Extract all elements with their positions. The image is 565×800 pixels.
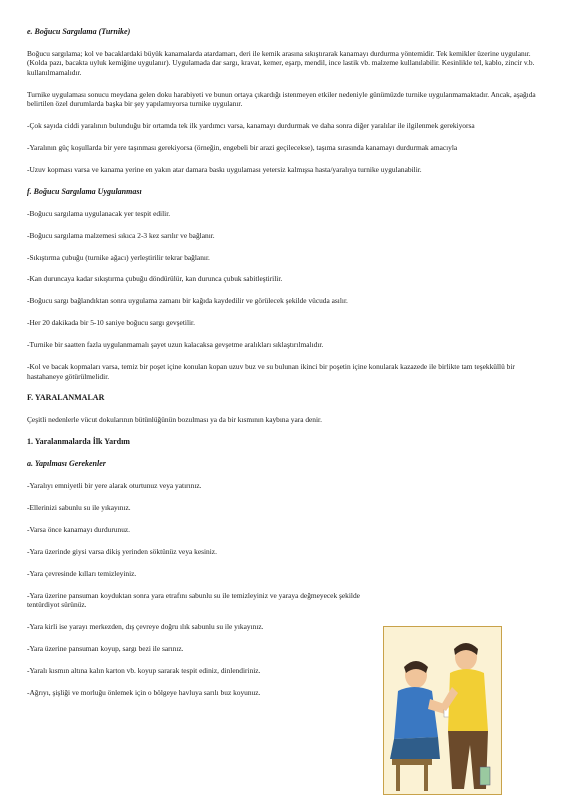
paragraph: Çeşitli nedenlerle vücut dokularının bütünlüğünün bozulması ya da bir kısmının kaybına yara denir. <box>27 415 322 425</box>
stool-seat <box>392 759 432 765</box>
stool-leg <box>396 765 400 791</box>
first-aid-drawing <box>384 627 501 794</box>
antiseptic-bottle <box>480 767 490 785</box>
paragraph: -Uzuv kopması varsa ve kanama yerine en yakın atar damara baskı uygulaması yetersiz kalmışsa hasta/yaralıya turnike uygulanabilir. <box>27 164 422 174</box>
list-item: -Ağrıyı, şişliği ve morluğu önlemek için o bölgeye havluya sarılı buz koyunuz. <box>27 687 261 697</box>
list-item: -Varsa önce kanamayı durdurunuz. <box>27 525 131 535</box>
person-shirt <box>394 687 438 739</box>
section-heading-f: f. Boğucu Sargılama Uygulanması <box>27 186 142 196</box>
section-heading-e: e. Boğucu Sargılama (Turnike) <box>27 27 131 36</box>
first-aid-illustration <box>383 626 502 795</box>
list-item: -Yaralı kısmın altına kalın karton vb. koyup sararak tespit ediniz, dinlendiriniz. <box>27 665 261 675</box>
stool-leg <box>424 765 428 791</box>
list-item: -Sıkıştırma çubuğu (turnike ağacı) yerleştirilir tekrar bağlanır. <box>27 252 210 262</box>
list-item: -Yara kirli ise yarayı merkezden, dış çevreye doğru ılık sabunlu su ile yıkayınız. <box>27 622 264 632</box>
list-item: -Her 20 dakikada bir 5-10 saniye boğucu sargı gevşetilir. <box>27 318 195 328</box>
helper-shirt <box>448 669 488 731</box>
list-item: -Boğucu sargı bağlandıktan sonra uygulama zamanı bir kağıda kaydedilir ve görülecek şekilde vücuda asılır. <box>27 296 348 306</box>
list-item: -Kol ve bacak kopmaları varsa, temiz bir poşet içine konulan kopan uzuv buz ve su bulunan ikinci bir poşetin içine konularak kazazede ile birlikte tam teşekküllü bir hastahaneye götürülmelidir. <box>27 362 515 381</box>
subheading-what-to-do: a. Yapılması Gerekenler <box>27 459 106 469</box>
paragraph: Turnike uygulaması sonucu meydana gelen doku harabiyeti ve bunun ortaya çıkardığı istenmeyen etkiler nedeniyle günümüzde turnike uygulanmamaktadır. Ancak, aşağıda belirtilen özel durumlarda başka bir şey yapılamıyorsa turnike uygulanır. <box>27 89 536 109</box>
list-item: -Boğucu sargılama uygulanacak yer tespit edilir. <box>27 208 171 218</box>
list-item: -Boğucu sargılama malzemesi sıkıca 2-3 kez sarılır ve bağlanır. <box>27 230 215 240</box>
person-trousers <box>390 737 440 759</box>
list-item: -Yaralıyı emniyetli bir yere alarak oturtunuz veya yatırınız. <box>27 481 202 491</box>
list-item: -Ellerinizi sabunlu su ile yıkayınız. <box>27 503 131 513</box>
document-content <box>27 27 539 710</box>
list-item: -Kan duruncaya kadar sıkıştırma çubuğu döndürülür, kan durunca çubuk sabitleştirilir. <box>27 274 283 284</box>
list-item: -Yara üzerine pansuman koyup, sargı bezi ile sarınız. <box>27 644 184 654</box>
list-item: -Yara üzerinde giysi varsa dikiş yerinden söktünüz veya kesiniz. <box>27 547 217 557</box>
list-item: -Turnike bir saatten fazla uygulanmamalı şayet uzun kalacaksa gevşetme aralıkları sıklaştırılmalıdır. <box>27 340 324 350</box>
paragraph: -Çok sayıda ciddi yaralının bulunduğu bir ortamda tek ilk yardımcı varsa, kanamayı durdurmak ve daha sonra diğer yaralılar ile ilgilenmek gerekiyorsa <box>27 121 475 131</box>
section-heading-yaralanmalar: F. YARALANMALAR <box>27 393 105 403</box>
list-item: -Yara çevresinde kılları temizleyiniz. <box>27 568 137 578</box>
subheading-first-aid: 1. Yaralanmalarda İlk Yardım <box>27 437 130 447</box>
paragraph: Boğucu sargılama; kol ve bacaklardaki büyük kanamalarda atardamarı, deri ile kemik arasına sıkıştırarak kanamayı durdurma yöntemidir. Tek kemikler üzerine uygulanır. (Kolda pazı, bacakta uyluk kemiğine uygulanır). Uygulamada dar sargı, kravat, kemer, eşarp, mendil, ince lastik vb. malzeme kullanılabilir. Kesinlikle tel, kablo, zincir v.b. kullanılmamalıdır. <box>27 49 535 77</box>
paragraph: -Yaralının güç koşullarda bir yere taşınması gerekiyorsa (örneğin, engebeli bir arazi geçilecekse), taşıma sırasında kanamayı durdurmak amacıyla <box>27 142 458 152</box>
list-item: -Yara üzerine pansuman koyduktan sonra yara etrafını sabunlu su ile temizleyiniz ve yaraya değmeyecek şekilde tentürdiyot sürünüz. <box>27 590 360 610</box>
